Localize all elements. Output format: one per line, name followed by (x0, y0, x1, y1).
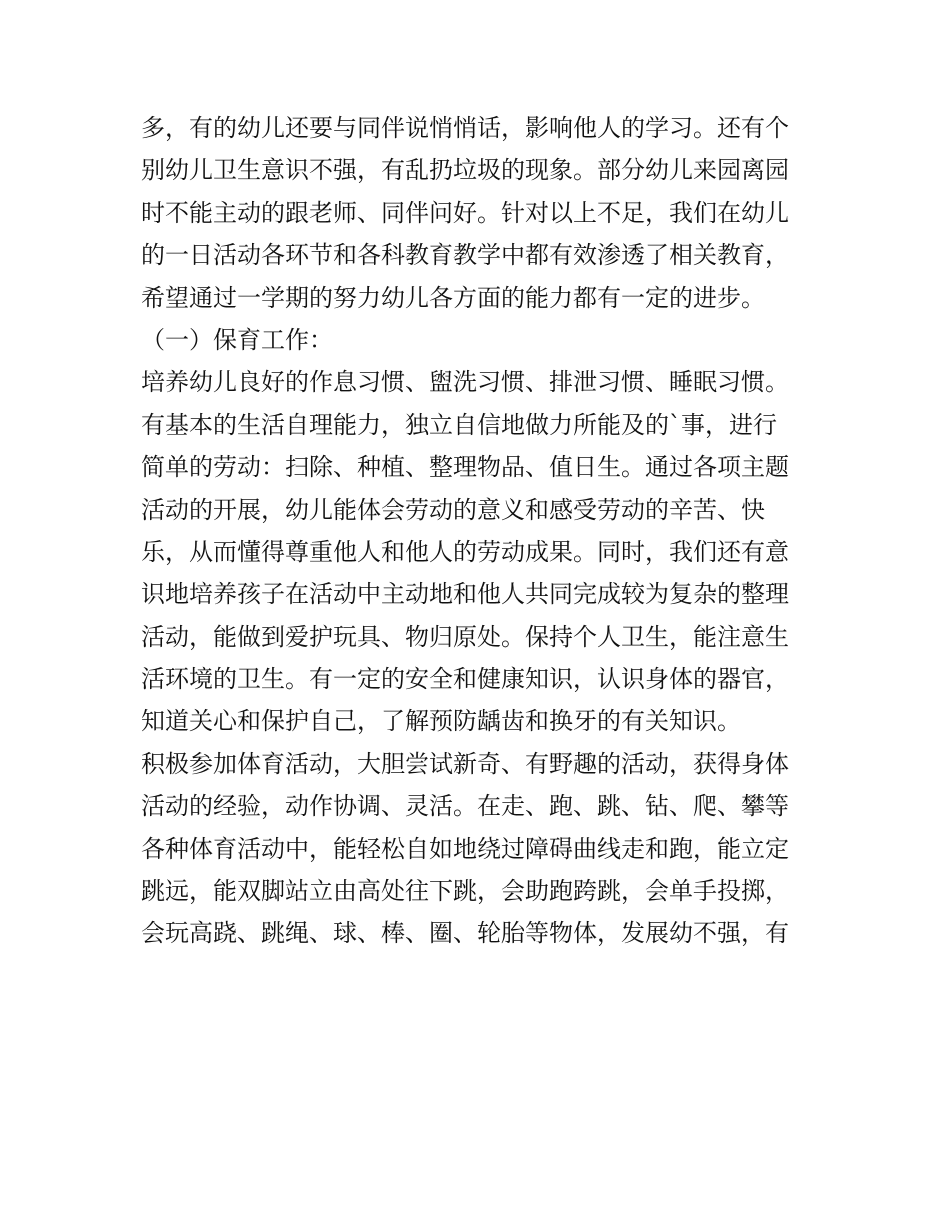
text-line: 多，有的幼儿还要与同伴说悄悄话，影响他人的学习。还有个 (141, 114, 789, 142)
text-line: 活动，能做到爱护玩具、物归原处。保持个人卫生，能注意生 (141, 622, 789, 651)
text-line: 知道关心和保护自己，了解预防龋齿和换牙的有关知识。 (141, 707, 741, 736)
text-line: 跳远，能双脚站立由高处往下跳，会助跑跨跳，会单手投掷， (141, 877, 789, 906)
text-line: 培养幼儿良好的作息习惯、盥洗习惯、排泄习惯、睡眠习惯。 (141, 368, 789, 397)
text-line: 各种体育活动中，能轻松自如地绕过障碍曲线走和跑，能立定 (141, 834, 789, 863)
text-line: 积极参加体育活动，大胆尝试新奇、有野趣的活动，获得身体 (141, 749, 789, 778)
text-line: 活动的经验，动作协调、灵活。在走、跑、跳、钻、爬、攀等 (141, 792, 789, 821)
text-line: 别幼儿卫生意识不强，有乱扔垃圾的现象。部分幼儿来园离园 (141, 156, 789, 185)
text-line: 识地培养孩子在活动中主动地和他人共同完成较为复杂的整理 (141, 580, 789, 609)
text-line: 时不能主动的跟老师、同伴问好。针对以上不足，我们在幼儿 (141, 198, 789, 227)
document-body (141, 107, 821, 955)
text-line: 活动的开展，幼儿能体会劳动的意义和感受劳动的辛苦、快 (141, 495, 765, 524)
section-heading: （一）保育工作： (141, 325, 333, 354)
text-line: 有基本的生活自理能力，独立自信地做力所能及的`事，进行 (141, 410, 777, 439)
text-line: 希望通过一学期的努力幼儿各方面的能力都有一定的进步。 (141, 283, 765, 312)
text-line: 简单的劳动：扫除、种植、整理物品、值日生。通过各项主题 (141, 453, 789, 482)
text-line: 活环境的卫生。有一定的安全和健康知识，认识身体的器官， (141, 665, 789, 694)
text-line: 乐，从而懂得尊重他人和他人的劳动成果。同时，我们还有意 (141, 537, 789, 566)
text-line: 会玩高跷、跳绳、球、棒、圈、轮胎等物体，发展幼不强，有 (141, 919, 789, 948)
text-line: 的一日活动各环节和各科教育教学中都有效渗透了相关教育， (141, 241, 789, 270)
